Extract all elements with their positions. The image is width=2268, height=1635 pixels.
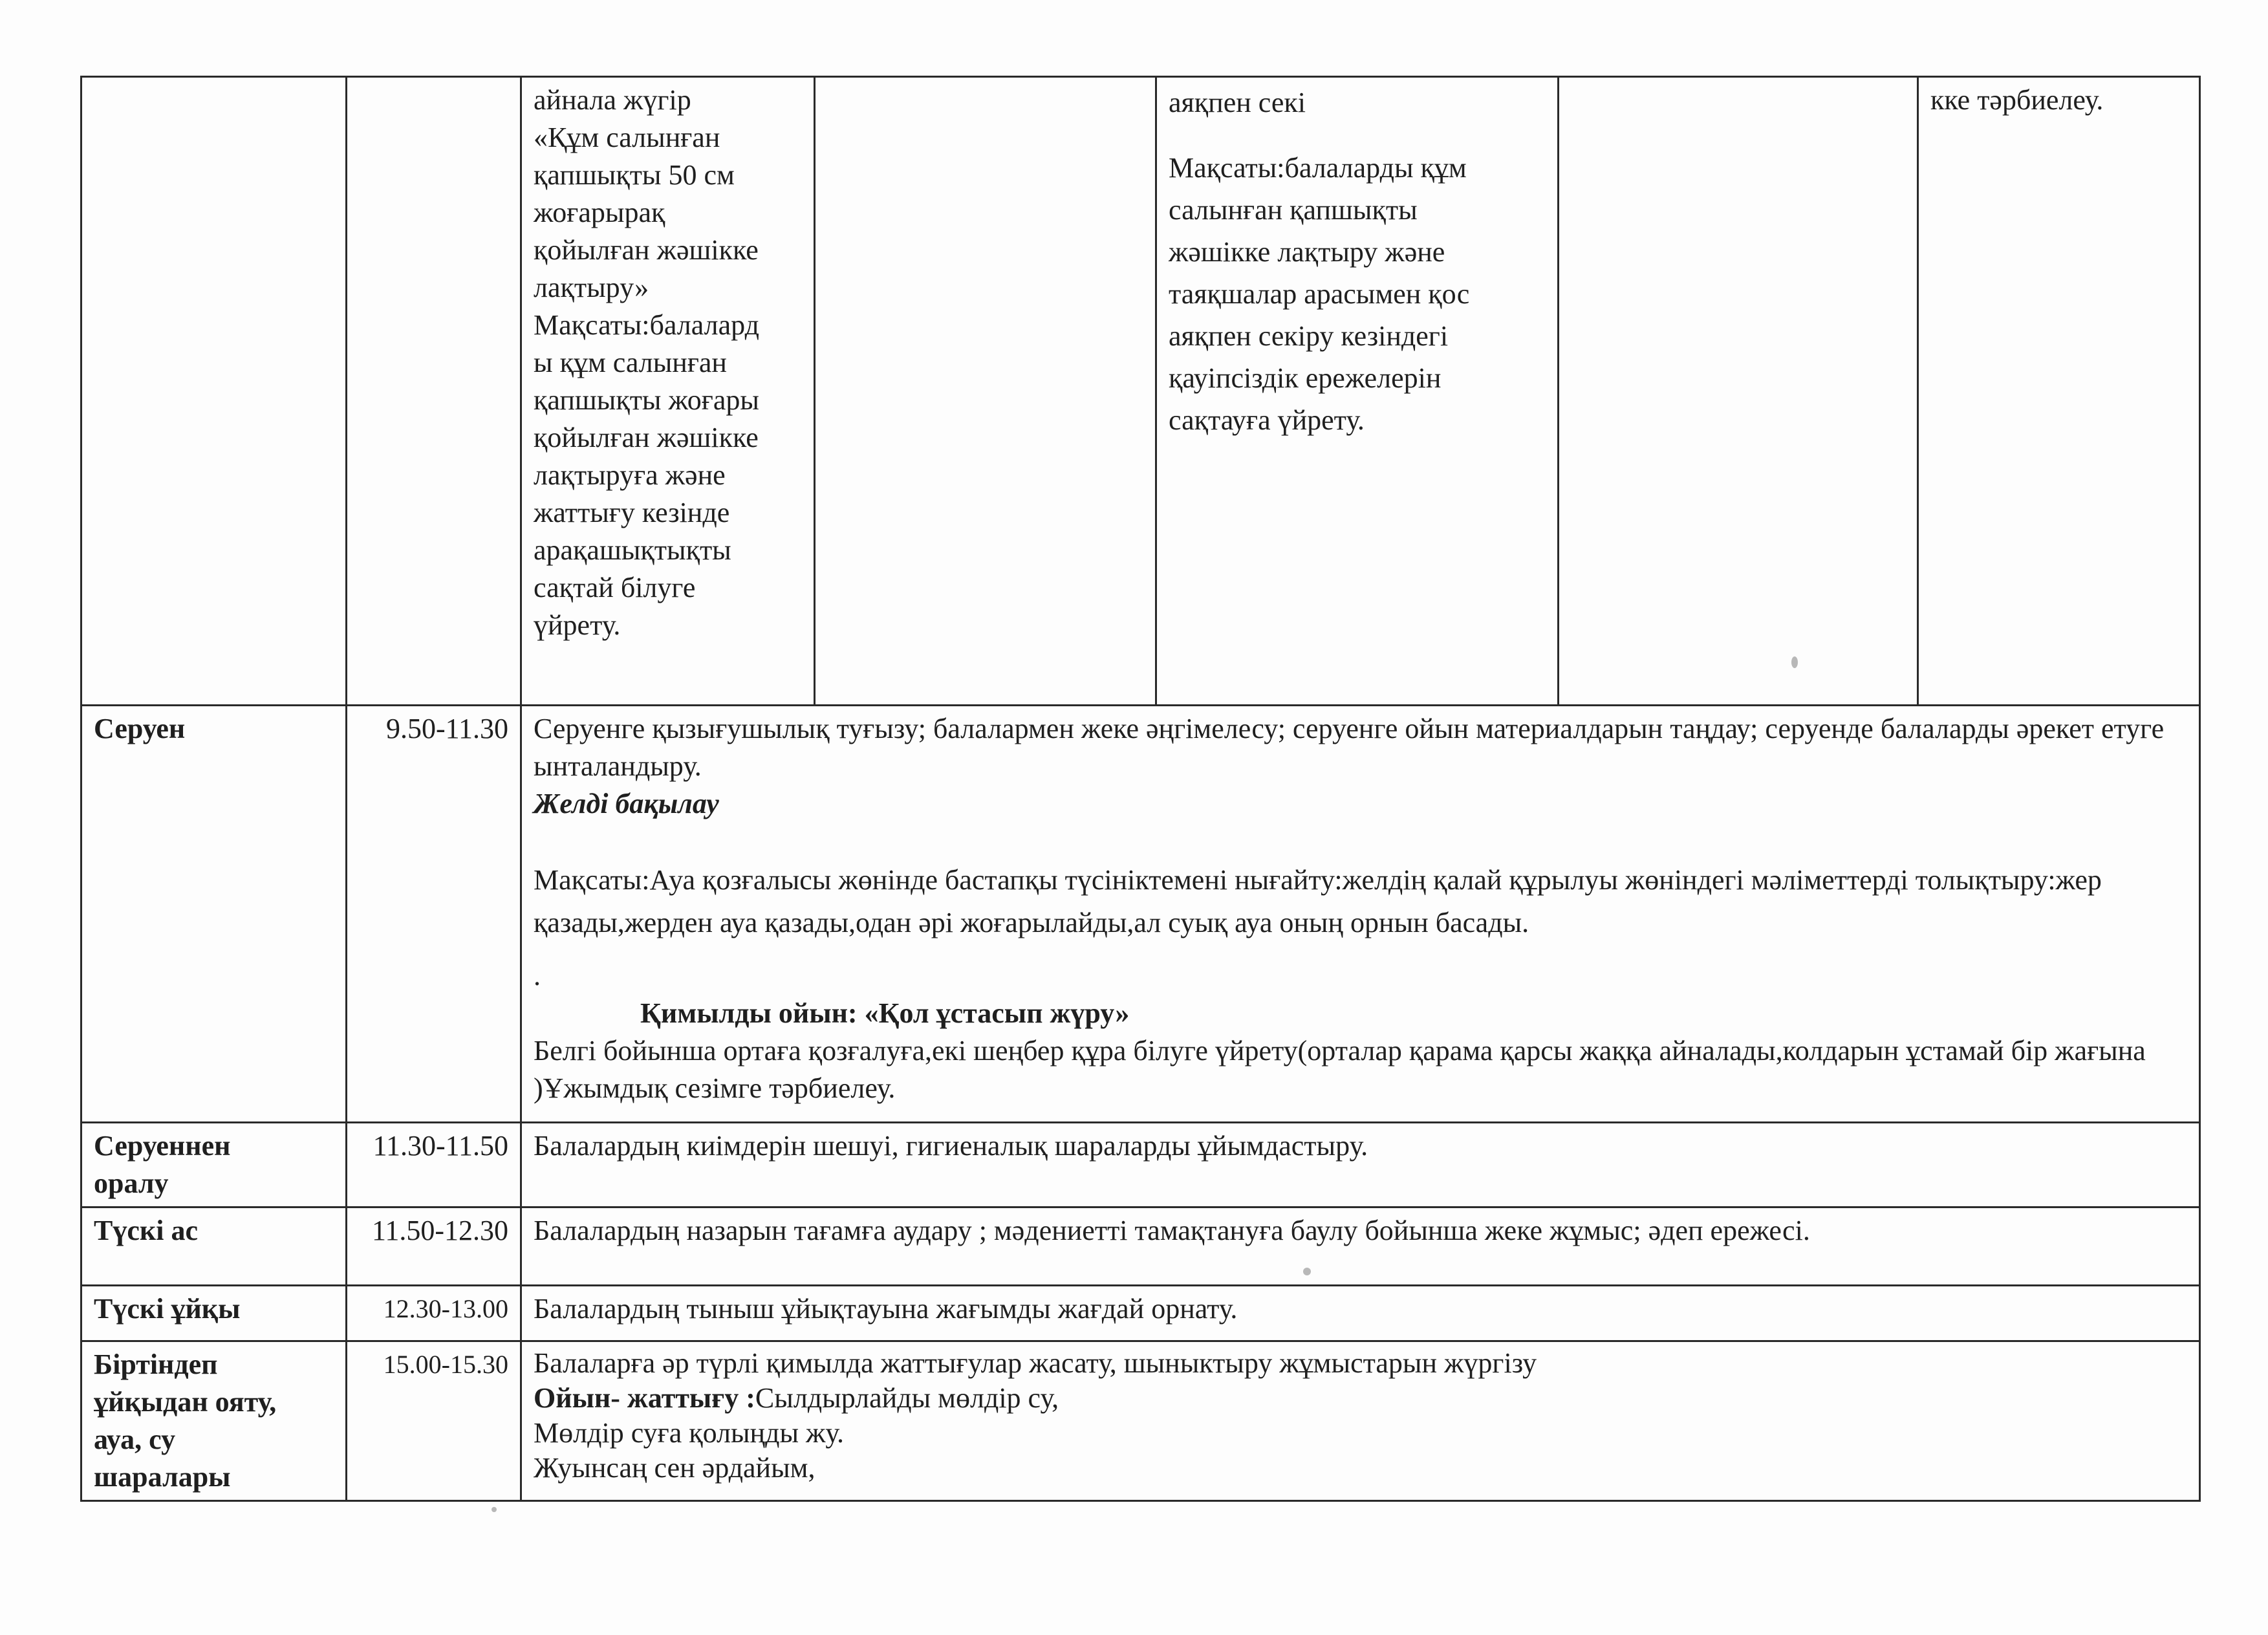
daily-schedule-table <box>80 76 2201 1502</box>
empty-cell-col4 <box>815 77 1156 706</box>
seruen-time: 9.50-11.30 <box>347 706 521 1123</box>
activity-cell-col5 <box>1156 77 1559 706</box>
wakeup-name-line: ұйқыдан ояту, <box>94 1386 277 1418</box>
empty-cell-col6 <box>1559 77 1918 706</box>
wakeup-content <box>521 1341 2200 1501</box>
col5-line: таяқшалар арасымен қос <box>1169 278 1470 310</box>
col5-first-line: аяқпен секі <box>1169 87 1306 118</box>
activity-cell-col3 <box>521 77 815 706</box>
col3-line: қапшықты жоғары <box>534 384 759 416</box>
col5-line: салынған қапшықты <box>1169 194 1418 226</box>
nap-text: Балалардың тыныш ұйықтауына жағымды жағдай орнату. <box>521 1286 2200 1341</box>
col3-line: үйрету. <box>534 609 621 641</box>
return-name-line: Серуеннен <box>94 1130 231 1162</box>
lunch-text: Балалардың назарын тағамға аудару ; мәдениетті тамақтануға баулу бойынша жеке жұмыс; әдеп ережесі. <box>521 1207 2200 1286</box>
seruen-content <box>521 706 2200 1123</box>
col3-line: лақтыруға және <box>534 459 726 491</box>
wakeup-name-line: шаралары <box>94 1461 231 1493</box>
lunch-name: Түскі ас <box>81 1207 347 1286</box>
col5-line: қауіпсіздік ережелерін <box>1169 362 1442 394</box>
col3-line: ы құм салынған <box>534 347 727 378</box>
col5-line: аяқпен секіру кезіндегі <box>1169 320 1449 352</box>
lunch-row <box>81 1207 2200 1286</box>
seruen-row <box>81 706 2200 1123</box>
observation-goal: Мақсаты:Ауа қозғалысы жөнінде бастапқы түсініктемені нығайту:желдің қалай құрылуы жөніндегі мәліметтерді толықтыру:жер қазады,жерден ауа қазады,одан әрі жоғарылайды,ал суық ауа оның орнын басады. <box>534 864 2102 938</box>
wakeup-name <box>81 1341 347 1501</box>
scan-speck <box>491 1507 497 1512</box>
return-name-line: оралу <box>94 1167 169 1199</box>
return-text: Балалардың киімдерін шешуі, гигиеналық шараларды ұйымдастыру. <box>521 1123 2200 1207</box>
col3-line: сақтай білуге <box>534 572 696 603</box>
game-verse-3: Жуынсаң сен әрдайым, <box>534 1452 815 1484</box>
wakeup-game-line <box>534 1381 2187 1416</box>
col3-line: жаттығу кезінде <box>534 497 730 528</box>
col3-line: «Құм салынған <box>534 122 720 153</box>
col3-line: Мақсаты:балалард <box>534 309 759 341</box>
game-title: Қимылды ойын: «Қол ұстасып жүру» <box>640 997 1130 1029</box>
empty-time-cell <box>347 77 521 706</box>
col7-text: кке тәрбиелеу. <box>1930 84 2104 116</box>
wakeup-name-line: Біртіндеп <box>94 1348 218 1380</box>
return-row <box>81 1123 2200 1207</box>
wakeup-name-line: ауа, су <box>94 1424 176 1455</box>
col3-line: қойылған жәшікке <box>534 422 759 453</box>
lunch-time: 11.50-12.30 <box>347 1207 521 1286</box>
dot-line: . <box>534 960 541 991</box>
col5-line: сақтауға үйрету. <box>1169 404 1365 436</box>
col3-line: арақашықтықты <box>534 534 731 566</box>
nap-time: 12.30-13.00 <box>347 1286 521 1341</box>
game-label: Ойын- жаттығу : <box>534 1382 755 1414</box>
col3-line: жоғарырақ <box>534 197 665 228</box>
continued-activity-row <box>81 77 2200 706</box>
return-time: 11.30-11.50 <box>347 1123 521 1207</box>
return-name <box>81 1123 347 1207</box>
nap-name: Түскі ұйқы <box>81 1286 347 1341</box>
col5-line: Мақсаты:балаларды құм <box>1169 152 1467 184</box>
col3-line: айнала жүгір <box>534 84 691 116</box>
game-verse-1: Сылдырлайды мөлдір су, <box>755 1382 1059 1414</box>
wakeup-time: 15.00-15.30 <box>347 1341 521 1501</box>
col3-line: лақтыру» <box>534 272 649 303</box>
game-text: Белгі бойынша ортаға қозғалуға,екі шеңбер құра білуге үйрету(орталар қарама қарсы жаққа айналады,колдарын ұстамай бір жағына )Ұжымдық сезімге тәрбиелеу. <box>534 1035 2146 1104</box>
col3-line: қапшықты 50 см <box>534 159 735 191</box>
col3-line: қойылған жәшікке <box>534 234 759 266</box>
empty-name-cell <box>81 77 347 706</box>
col5-line: жәшікке лақтыру және <box>1169 236 1445 268</box>
observation-title: Желді бақылау <box>534 788 719 819</box>
seruen-intro: Серуенге қызығушылық туғызу; балалармен жеке әңгімелесу; серуенге ойын материалдарын таңдау; серуенде балаларды әрекет етуге ынталандыру. <box>534 713 2165 782</box>
wakeup-row <box>81 1341 2200 1501</box>
wakeup-line1: Балаларға әр түрлі қимылда жаттығулар жасату, шыныктыру жұмыстарын жүргізу <box>534 1347 1537 1379</box>
game-verse-2: Мөлдір суға қолыңды жу. <box>534 1417 845 1449</box>
seruen-name: Серуен <box>81 706 347 1123</box>
nap-row <box>81 1286 2200 1341</box>
activity-cell-col7 <box>1918 77 2200 706</box>
